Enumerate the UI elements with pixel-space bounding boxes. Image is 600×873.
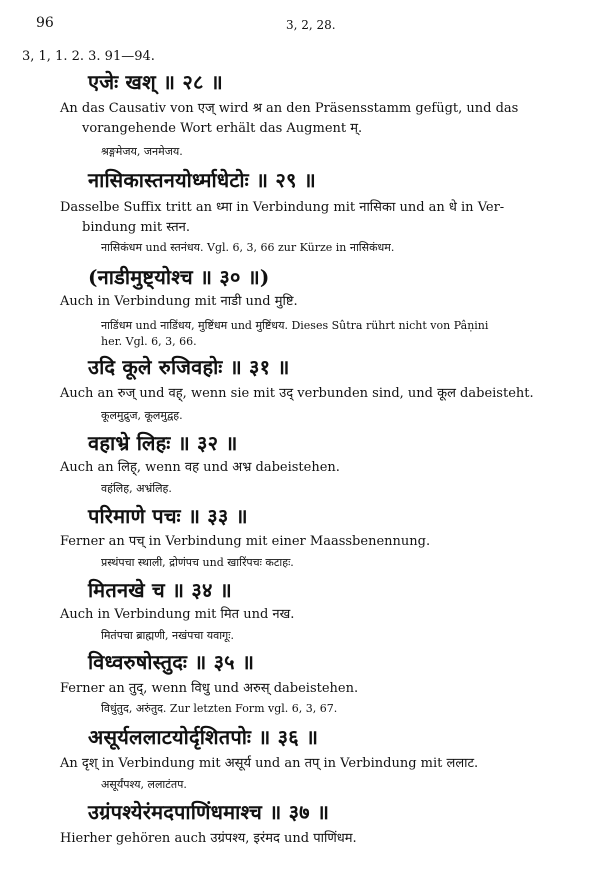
example-forms (101, 777, 581, 793)
running-header-reference: 3, 2, 28. (286, 18, 336, 32)
commentary-line: An दृश् in Verbindung mit असूर्य und an तप् in Verbindung mit ललाट. (60, 756, 479, 771)
commentary-line: Auch in Verbindung mit नाडी und मुष्टि. (60, 294, 298, 309)
example-line: प्रस्थंपचा स्थाली, द्रोणंपच und खारिंपचः कटाहः. (101, 556, 294, 569)
page-number: 96 (36, 15, 54, 31)
example-forms (101, 481, 581, 497)
commentary-text (60, 292, 575, 312)
example-line: असूर्यंपश्य, ललाटंतप. (101, 778, 187, 791)
sutra-heading: परिमाणे पचः ॥ ३३ ॥ (88, 504, 248, 528)
example-line: नासिकंधम und स्तनंधय. Vgl. 6, 3, 66 zur Kürze in नासिकंधम. (101, 241, 395, 254)
example-line: वहंलिह, अभ्रंलिह. (101, 482, 172, 495)
commentary-text (60, 99, 575, 139)
sutra-heading: नासिकास्तनयोर्ध्माधेटोः ॥ २९ ॥ (88, 168, 316, 192)
commentary-text (60, 679, 575, 699)
commentary-text (60, 198, 575, 238)
commentary-text (60, 458, 575, 478)
example-forms (101, 318, 581, 350)
example-forms (101, 408, 581, 424)
sutra-heading: (नाडीमुष्ट्योश्च ॥ ३० ॥) (88, 265, 270, 289)
example-forms (101, 701, 581, 717)
sutra-heading: विध्वरुषोस्तुदः ॥ ३५ ॥ (88, 650, 255, 674)
commentary-line: Hierher gehören auch उग्रंपश्य, इरंमद und पाणिंधम. (60, 831, 357, 846)
example-line: मितंपचा ब्राह्मणी, नखंपचा यवागूः. (101, 629, 234, 642)
sutra-heading: उग्रंपश्येरंमदपाणिंधमाश्च ॥ ३७ ॥ (88, 800, 330, 824)
commentary-text (60, 384, 575, 404)
sutra-heading: मितनखे च ॥ ३४ ॥ (88, 578, 232, 602)
example-forms (101, 628, 581, 644)
example-line: श्रङ्गमेजय, जनमेजय. (101, 145, 183, 158)
commentary-line: Ferner an पच् in Verbindung mit einer Maassbenennung. (60, 534, 431, 549)
sutra-heading: उदि कूले रुजिवहोः ॥ ३१ ॥ (88, 355, 290, 379)
commentary-line: Auch an लिह्, wenn वह und अभ्र dabeistehen. (60, 460, 340, 475)
commentary-line: Ferner an तुद्, wenn विधु und अरुस् dabeistehen. (60, 681, 359, 696)
sutra-heading: असूर्यललाटयोर्दृशितपोः ॥ ३६ ॥ (88, 725, 319, 749)
commentary-line: Auch in Verbindung mit मित und नख. (60, 607, 295, 622)
commentary-text (60, 605, 575, 625)
example-line: कूलमुद्रुज, कूलमुद्वह. (101, 409, 183, 422)
commentary-text (60, 829, 575, 849)
example-line: her. Vgl. 6, 3, 66. (101, 335, 197, 348)
example-line: विधुंतुद, अरुंतुद. Zur letzten Form vgl. 6, 3, 67. (101, 702, 338, 715)
example-line: नाडिंधम und नाडिंधय, मुष्टिंधम und मुष्टिंधय. Dieses Sûtra rührt nicht von Pâṇini (101, 319, 489, 332)
example-forms (101, 240, 581, 256)
commentary-line: Auch an रुज् und वह्, wenn sie mit उद् verbunden sind, und कूल dabeisteht. (60, 386, 534, 401)
example-forms (101, 144, 581, 160)
commentary-line: vorangehende Wort erhält das Augment म्. (82, 121, 363, 136)
commentary-line: Dasselbe Suffix tritt an ध्मा in Verbindung mit नासिका und an धे in Ver- (60, 200, 505, 215)
sutra-heading: एजेः खश् ॥ २८ ॥ (88, 70, 223, 94)
commentary-line: An das Causativ von एज् wird श्र an den Präsensstamm gefügt, und das (60, 101, 519, 116)
commentary-line: bindung mit स्तन. (82, 220, 191, 235)
sutra-heading: वहाभ्रे लिहः ॥ ३२ ॥ (88, 431, 238, 455)
example-forms (101, 555, 581, 571)
commentary-text (60, 754, 575, 774)
commentary-text (60, 532, 575, 552)
sutra-cross-reference: 3, 1, 1. 2. 3. 91—94. (22, 49, 155, 64)
